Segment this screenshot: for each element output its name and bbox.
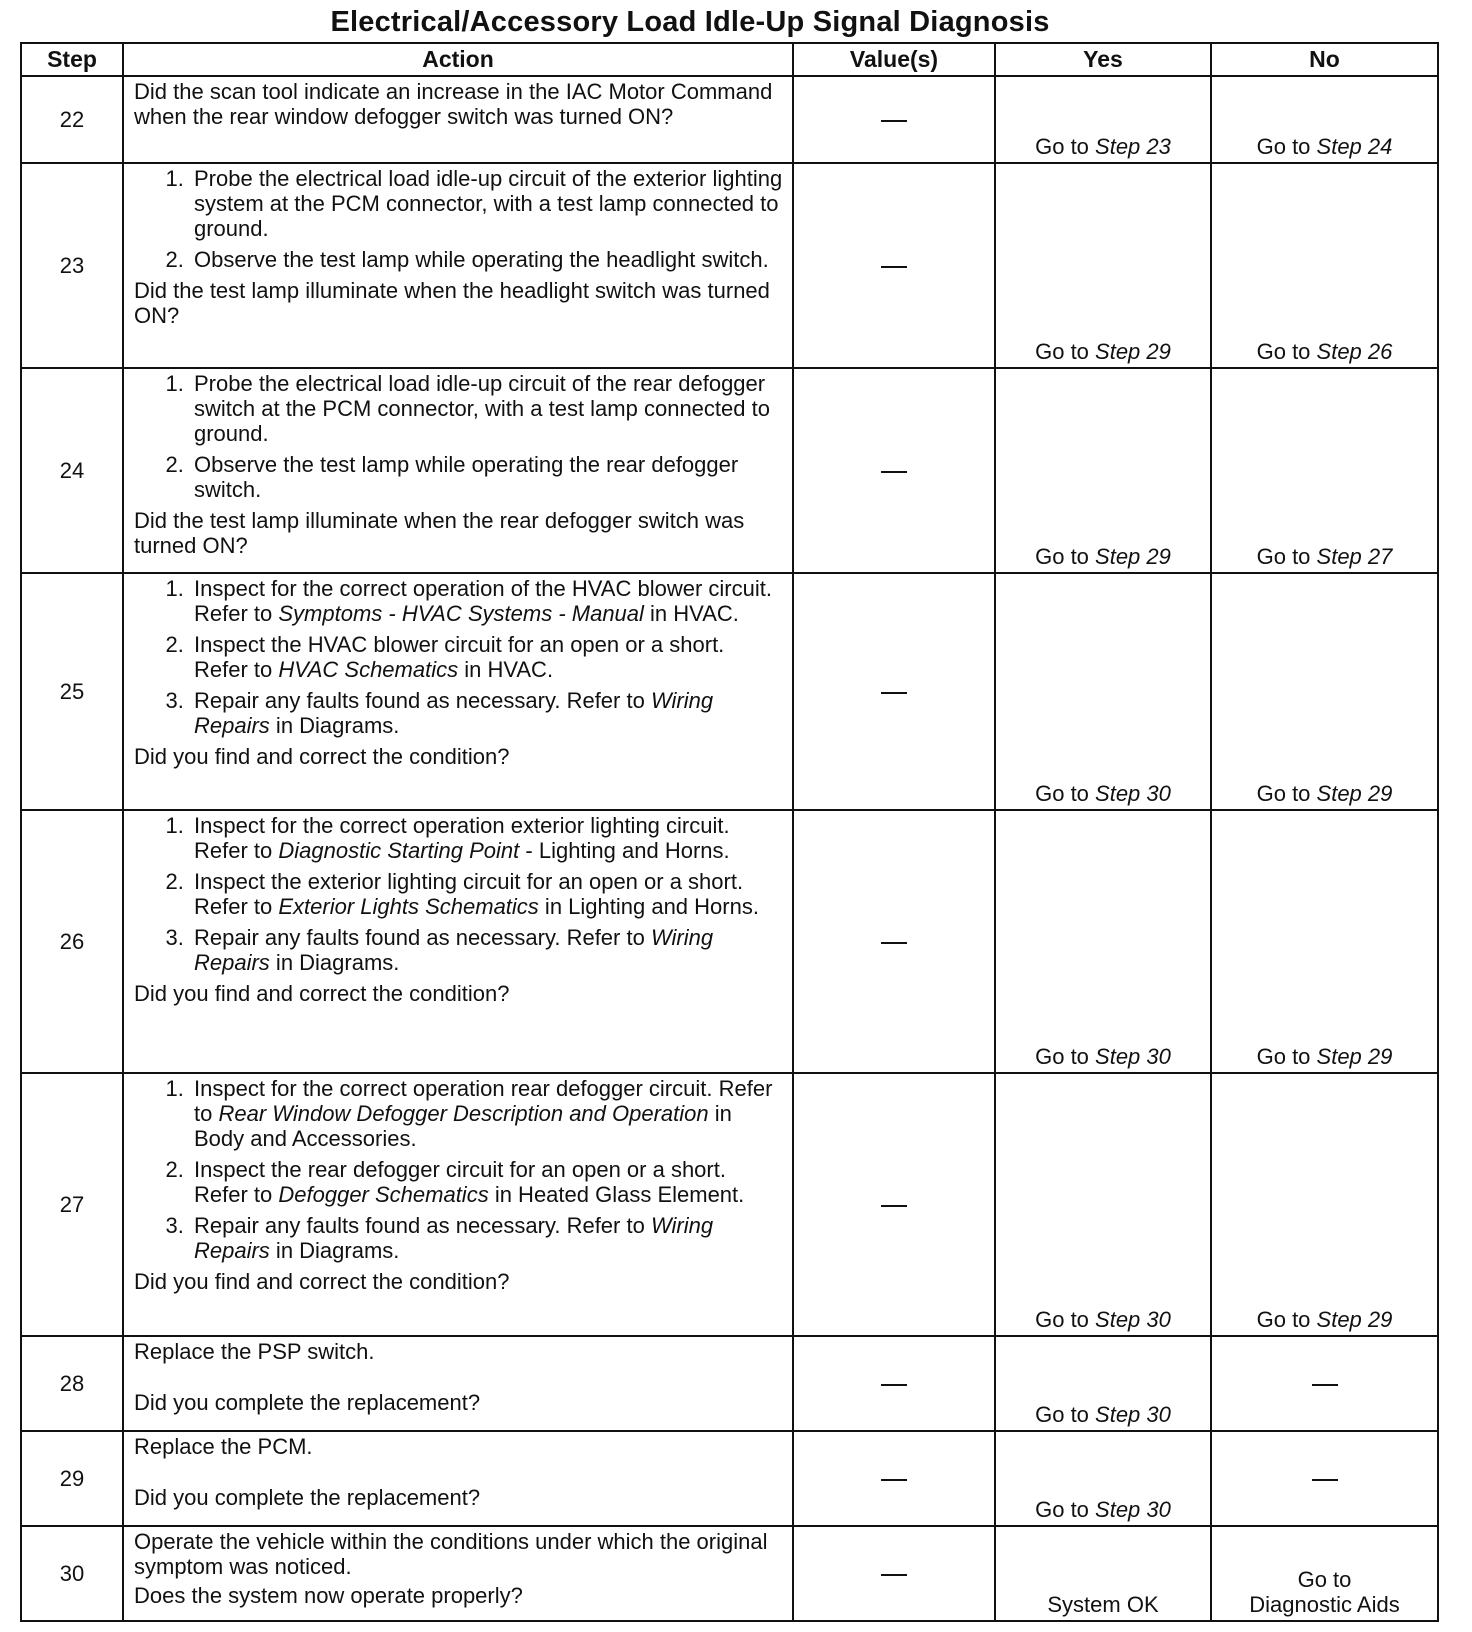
dash-mark [881,942,907,944]
instruction-text: - Lighting and Horns. [519,838,730,863]
instruction-list [134,576,784,738]
action-instruction: Operate the vehicle within the conditions under which the original symptom was noticed. [134,1529,768,1579]
instruction-item: 2. Observe the test lamp while operating the headlight switch. [190,247,784,272]
table-header-row [21,43,1438,76]
value-cell [793,573,995,810]
action-question: Does the system now operate properly? [134,1583,523,1608]
no-cell [1211,368,1438,573]
yes-cell [995,163,1211,368]
yes-step-link[interactable]: Step 29 [1095,544,1171,569]
action-question: Did the test lamp illuminate when the rear defogger switch was turned ON? [134,508,745,558]
instruction-item: 1. Probe the electrical load idle-up circuit of the exterior lighting system at the PCM connector, with a test lamp connected to ground. [190,166,784,241]
instruction-item [190,869,784,919]
action-question: Did you complete the replacement? [134,1485,481,1510]
dash-mark [881,120,907,122]
dash-mark [1312,1384,1338,1386]
no-prefix: Go to [1256,781,1317,806]
instruction-item [190,1157,784,1207]
step-number: 25 [21,573,123,810]
action-cell [123,573,793,810]
instruction-text: Inspect for the correct operation exterior lighting circuit. Refer to [194,813,730,863]
step-number: 27 [21,1073,123,1336]
step-number: 23 [21,163,123,368]
step-number: 22 [21,76,123,163]
value-cell [793,1073,995,1336]
action-question: Did the scan tool indicate an increase in the IAC Motor Command when the rear window defogger switch was turned ON? [134,79,773,129]
instruction-list [134,371,784,502]
no-cell [1211,1526,1438,1621]
yes-step-link[interactable]: Step 30 [1095,1402,1171,1427]
dash-mark [881,1574,907,1576]
action-question: Did the test lamp illuminate when the headlight switch was turned ON? [134,278,770,328]
action-question: Did you find and correct the condition? [134,981,510,1006]
action-cell [123,368,793,573]
action-instruction: Replace the PSP switch. [134,1339,375,1364]
instruction-text: Inspect for the correct operation rear defogger circuit. Refer to [194,1076,773,1126]
header-step: Step [21,43,123,76]
instruction-item [190,813,784,863]
value-cell [793,810,995,1073]
instruction-text: in Heated Glass Element. [488,1182,745,1207]
no-cell [1211,810,1438,1073]
instruction-text: in Diagrams. [269,713,400,738]
reference-link[interactable]: Wiring Repairs [194,688,714,738]
no-step-link[interactable]: Step 29 [1316,1307,1393,1332]
yes-prefix: Go to [1035,1497,1096,1522]
dash-mark [881,1205,907,1207]
table-row [21,76,1438,163]
reference-link[interactable]: HVAC Schematics [278,657,459,682]
yes-prefix: Go to [1035,1307,1096,1332]
table-row [21,1526,1438,1621]
instruction-item [190,1076,784,1151]
dash-mark [881,692,907,694]
dash-mark [881,1479,907,1481]
header-action: Action [123,43,793,76]
no-step-link[interactable]: Step 29 [1316,781,1393,806]
step-number: 26 [21,810,123,1073]
action-cell [123,810,793,1073]
yes-cell [995,1431,1211,1526]
table-row [21,368,1438,573]
step-number: 28 [21,1336,123,1431]
reference-link[interactable]: Diagnostic Starting Point [278,838,520,863]
yes-cell [995,368,1211,573]
no-prefix: Go to [1256,339,1317,364]
table-row [21,163,1438,368]
yes-step-link[interactable]: Step 23 [1095,134,1171,159]
action-cell [123,1336,793,1431]
no-result-line: Go to [1297,1567,1352,1592]
dash-mark [881,266,907,268]
yes-step-link[interactable]: Step 30 [1095,781,1171,806]
instruction-text: Inspect the rear defogger circuit for an open or a short. Refer to [194,1157,726,1207]
no-step-link[interactable]: Step 26 [1316,339,1393,364]
value-cell [793,163,995,368]
no-cell [1211,76,1438,163]
value-cell [793,1431,995,1526]
step-number: 29 [21,1431,123,1526]
yes-cell [995,573,1211,810]
value-cell [793,76,995,163]
no-prefix: Go to [1256,1307,1317,1332]
action-question: Did you complete the replacement? [134,1390,481,1415]
yes-prefix: Go to [1035,1402,1096,1427]
no-cell [1211,1431,1438,1526]
instruction-text: Repair any faults found as necessary. Refer to [194,925,651,950]
reference-link[interactable]: Defogger Schematics [278,1182,489,1207]
reference-link[interactable]: Exterior Lights Schematics [278,894,539,919]
action-question: Did you find and correct the condition? [134,744,510,769]
action-cell [123,1526,793,1621]
action-cell [123,163,793,368]
instruction-text: in Body and Accessories. [194,1101,732,1151]
spacer [134,1364,784,1390]
instruction-item [190,1213,784,1263]
instruction-text: Inspect the exterior lighting circuit for an open or a short. Refer to [194,869,744,919]
instruction-item [190,688,784,738]
yes-step-link[interactable]: Step 30 [1095,1044,1171,1069]
reference-link[interactable]: Wiring Repairs [194,925,714,975]
instruction-item [190,576,784,626]
action-cell [123,1073,793,1336]
no-prefix: Go to [1256,544,1317,569]
table-row [21,810,1438,1073]
yes-prefix: Go to [1035,781,1096,806]
yes-prefix: Go to [1035,134,1096,159]
table-row [21,1431,1438,1526]
yes-prefix: Go to [1035,1044,1096,1069]
no-step-link[interactable]: Step 29 [1316,1044,1393,1069]
action-instruction: Replace the PCM. [134,1434,313,1459]
table-row [21,1073,1438,1336]
instruction-text: in HVAC. [458,657,554,682]
dash-mark [1312,1479,1338,1481]
table-row [21,573,1438,810]
step-number: 30 [21,1526,123,1621]
no-cell [1211,573,1438,810]
yes-result: System OK [1047,1592,1159,1617]
action-cell [123,76,793,163]
action-cell [123,1431,793,1526]
value-cell [793,368,995,573]
instruction-text: in Lighting and Horns. [538,894,759,919]
no-step-link[interactable]: Step 27 [1316,544,1393,569]
diagnosis-table [20,42,1439,1622]
header-yes: Yes [995,43,1211,76]
instruction-item [190,632,784,682]
step-number: 24 [21,368,123,573]
no-cell [1211,163,1438,368]
instruction-list [134,166,784,272]
yes-step-link[interactable]: Step 30 [1095,1497,1171,1522]
instruction-text: in Diagrams. [269,950,400,975]
yes-cell [995,1526,1211,1621]
reference-link[interactable]: Wiring Repairs [194,1213,714,1263]
yes-cell [995,1073,1211,1336]
instruction-text: Inspect the HVAC blower circuit for an open or a short. Refer to [194,632,725,682]
dash-mark [881,471,907,473]
reference-link[interactable]: Rear Window Defogger Description and Operation [218,1101,709,1126]
header-no: No [1211,43,1438,76]
spacer [134,1459,784,1485]
action-question: Did you find and correct the condition? [134,1269,510,1294]
instruction-text: Inspect for the correct operation of the HVAC blower circuit. Refer to [194,576,772,626]
value-cell [793,1526,995,1621]
yes-prefix: Go to [1035,544,1096,569]
no-step-link[interactable]: Step 24 [1316,134,1393,159]
instruction-text: in Diagrams. [269,1238,400,1263]
no-prefix: Go to [1256,1044,1317,1069]
instruction-text: in HVAC. [643,601,739,626]
dash-mark [881,1384,907,1386]
instruction-list [134,1076,784,1263]
instruction-item: 2. Observe the test lamp while operating the rear defogger switch. [190,452,784,502]
instruction-item: 1. Probe the electrical load idle-up circuit of the rear defogger switch at the PCM connector, with a test lamp connected to ground. [190,371,784,446]
instruction-text: Repair any faults found as necessary. Refer to [194,1213,651,1238]
no-cell [1211,1073,1438,1336]
instruction-text: Repair any faults found as necessary. Refer to [194,688,651,713]
table-row [21,1336,1438,1431]
no-cell [1211,1336,1438,1431]
diagnostic-aids-link[interactable]: Diagnostic Aids [1249,1592,1400,1617]
yes-cell [995,810,1211,1073]
page-title: Electrical/Accessory Load Idle-Up Signal Diagnosis [330,6,1050,38]
yes-cell [995,1336,1211,1431]
instruction-item [190,925,784,975]
no-prefix: Go to [1256,134,1317,159]
yes-step-link[interactable]: Step 29 [1095,339,1171,364]
yes-prefix: Go to [1035,339,1096,364]
yes-step-link[interactable]: Step 30 [1095,1307,1171,1332]
header-values: Value(s) [793,43,995,76]
yes-cell [995,76,1211,163]
reference-link[interactable]: Symptoms - HVAC Systems - Manual [278,601,644,626]
value-cell [793,1336,995,1431]
instruction-list [134,813,784,975]
